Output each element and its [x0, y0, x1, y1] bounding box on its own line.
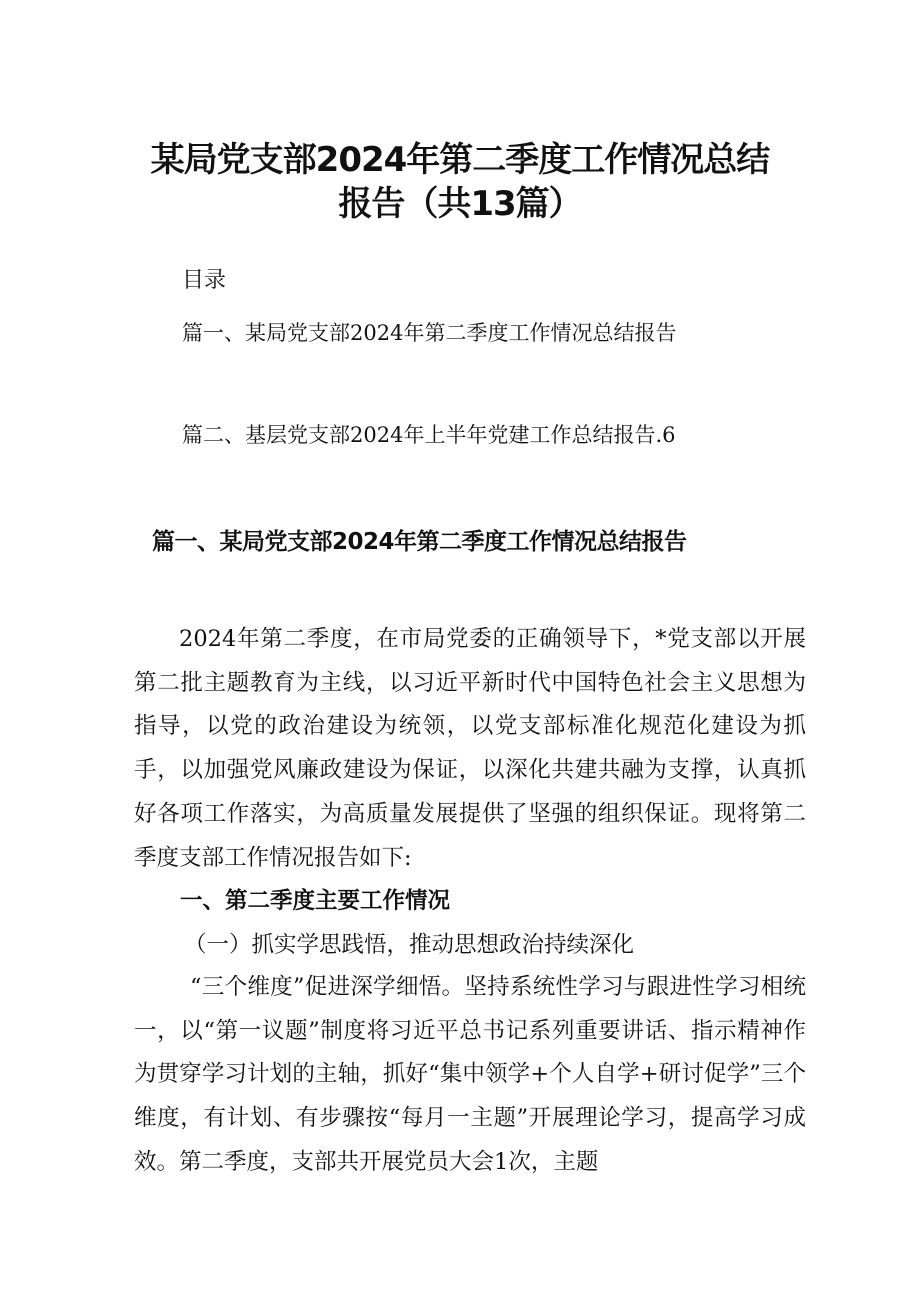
document-title-line-1: 某局党支部2024年第二季度工作情况总结: [150, 140, 770, 180]
document-title-line-2: 报告（共13篇）: [338, 184, 582, 224]
toc-item: 篇二、基层党支部2024年上半年党建工作总结报告.6: [182, 423, 676, 447]
body-paragraph: “三个维度”促进深学细悟。坚持系统性学习与跟进性学习相统一，以“第一议题”制度将习近平总书记系列重要讲话、指示精神作为贯穿学习计划的主轴，抓好“集中领学+个人自学+研讨促学”三个维度，有计划、有步骤按“每月一主题”开展理论学习，提高学习成效。第二季度，支部共开展党员大会1次，主题: [134, 974, 806, 1175]
subheading-level-2: （一）抓实学思践悟，推动思想政治持续深化: [184, 932, 635, 958]
toc-item: 篇一、某局党支部2024年第二季度工作情况总结报告: [182, 321, 677, 345]
subheading-level-1: 一、第二季度主要工作情况: [180, 888, 451, 914]
section-heading: 篇一、某局党支部2024年第二季度工作情况总结报告: [152, 529, 687, 555]
body-paragraph: 2024年第二季度，在市局党委的正确领导下，*党支部以开展第二批主题教育为主线，以习近平新时代中国特色社会主义思想为指导，以党的政治建设为统领，以党支部标准化规范化建设为抓手，以加强党风廉政建设为保证，以深化共建共融为支撑，认真抓好各项工作落实，为高质量发展提供了坚强的组织保证。现将第二季度支部工作情况报告如下:: [134, 626, 806, 871]
toc-label: 目录: [182, 268, 227, 293]
